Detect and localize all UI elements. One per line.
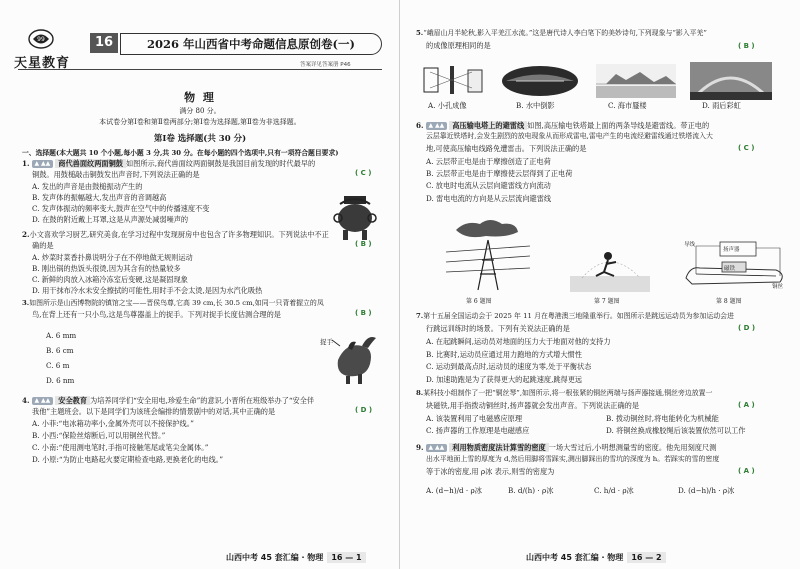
- question-number: 3.: [22, 299, 30, 307]
- question-3-answer: ( B ): [355, 309, 372, 317]
- tag-icon: ▲ ▲▲: [426, 444, 448, 452]
- question-text: 如图所示是山西博物院的镇馆之宝——晋侯鸟尊,它高 39 cm,长 30.5 cm,如同一只背着握立的凤: [29, 299, 324, 307]
- question-text: 一场大雪过后,小明想测量雪的密度。他先用刻度尺测: [548, 443, 717, 452]
- q8-option-a: A. 该装置利用了电磁感应原理: [426, 414, 523, 423]
- question-9: [416, 442, 716, 453]
- question-number: 5.: [416, 29, 424, 37]
- question-5-answer: ( B ): [738, 42, 755, 50]
- q6-option-b: B. 云层带正电是由于摩擦使云层得到了正电荷: [426, 169, 573, 178]
- q8-option-b: B. 拨动铜丝时,将电能转化为机械能: [606, 414, 719, 423]
- tag-icon: ▲ ▲▲: [32, 397, 54, 405]
- question-4-answer: ( D ): [355, 406, 373, 414]
- q4-option-c: C. 小南:“使用测电笔时,手指可接触笔尾或笔尖金属体。”: [32, 443, 209, 452]
- full-score: 满分 80 分。: [179, 107, 221, 115]
- q3-option-b: B. 6 cm: [46, 346, 74, 355]
- footer-page-number: 16 — 2: [627, 552, 665, 563]
- section1-heading: 一、选择题(本大题共 10 个小题,每小题 3 分,共 30 分。在每小题的四个选项中,只有一项符合题目要求): [22, 149, 339, 157]
- q3-option-a: A. 6 mm: [46, 331, 77, 340]
- question-2: [22, 229, 329, 240]
- right-footer: [526, 552, 666, 563]
- tag-icon: ▲ ▲▲: [32, 160, 54, 168]
- question-number: 4.: [22, 396, 30, 405]
- question-text: 如图所示,商代兽面纹两面铜鼓是我国目前发现的时代最早的: [125, 159, 316, 168]
- question-text: “峨眉山月半轮秋,影入平羌江水流。”这是唐代诗人李白笔下的美妙诗句,下列现象与“影入平羌”: [423, 29, 707, 37]
- question-4-line: 我他”主题班会。以下是同学们为该班会编排的情景剧中的对话,其中正确的是: [32, 407, 276, 416]
- svg-text:99: 99: [37, 36, 45, 43]
- tag-icon: ▲ ▲▲: [426, 122, 448, 130]
- fig8-label-copper: 铜丝: [772, 284, 784, 290]
- q1-option-b: B. 发声体的振幅越大,发出声音的音调越高: [32, 193, 167, 202]
- q9-option-b: B. d/(h) · ρ冰: [508, 486, 554, 495]
- footer-page-number: 16 — 1: [327, 552, 365, 563]
- q5-option-d: D. 雨后彩虹: [702, 101, 741, 110]
- q3-option-d: D. 6 nm: [46, 376, 75, 385]
- pinhole-image-figure: [422, 64, 498, 98]
- question-7-answer: ( D ): [738, 324, 756, 332]
- q9-option-a: A. (d−h)/d · ρ冰: [426, 486, 482, 495]
- figure-caption-7: 第 7 题图: [594, 298, 620, 305]
- q5-option-a: A. 小孔成像: [428, 101, 467, 110]
- right-page: [400, 0, 800, 569]
- question-6-line: 云层靠近铁塔时,会发生剧烈的放电现象从而形成雷电,雷电产生的电流经避雷线通过铁塔流入大: [426, 132, 713, 140]
- question-3-line: 鸟,在背上还有一只小鸟,这是鸟尊器盖上的捉手。下列对捉手长度估测合理的是: [32, 310, 281, 319]
- question-text: 小文喜欢学习厨艺,研究美食,在学习过程中发现厨房中也包含了许多物理知识。下列说法中不正: [29, 230, 329, 239]
- question-topic: 安全教育: [55, 396, 90, 405]
- question-number: 8.: [416, 389, 424, 397]
- question-text: 第十五届全国运动会于 2025 年 11 月在粤港澳三地隆重举行。如图所示是跳远运动员为参加运动会进: [423, 312, 734, 320]
- q6-option-c: C. 放电时电流从云层向避雷线方向流动: [426, 181, 551, 190]
- logo-emblem-icon: [26, 28, 56, 50]
- q4-option-a: A. 小菲:“电冰箱功率小,金属外壳可以不接保护线。”: [32, 419, 194, 428]
- question-text: 某科技小组制作了一把“铜丝琴”,如图所示,将一根张紧的铜丝两端与扬声器接通,铜丝旁边放置一: [423, 389, 713, 397]
- q3-option-c: C. 6 m: [46, 361, 70, 370]
- question-1-line: 铜鼓。用鼓槌敲击铜鼓发出声音时,下列说法正确的是: [32, 170, 200, 179]
- question-3: [22, 298, 324, 309]
- question-5-line: 的成像原理相同的是: [426, 41, 491, 50]
- question-7: [416, 311, 734, 322]
- q2-option-a: A. 炒菜时菜香扑鼻说明分子在不停地做无规则运动: [32, 253, 193, 262]
- left-footer: [226, 552, 366, 563]
- question-8-answer: ( A ): [738, 401, 755, 409]
- q5-option-c: C. 海市蜃楼: [608, 101, 647, 110]
- fig8-label-magnet: 磁铁: [724, 266, 736, 272]
- q5-option-b: B. 水中倒影: [516, 101, 555, 110]
- paper-note: 本试卷分第Ⅰ卷和第Ⅱ卷两部分;第Ⅰ卷为选择题,第Ⅱ卷为非选择题。: [99, 118, 301, 126]
- question-number: 6.: [416, 121, 424, 130]
- question-text: 如图,高压输电铁塔最上面的两条导线是避雷线。带正电的: [527, 121, 710, 130]
- question-number: 7.: [416, 312, 424, 320]
- brand-logo: [14, 28, 92, 74]
- question-topic: 商代兽面纹两面铜鼓: [55, 159, 126, 168]
- part1-title: 第Ⅰ卷 选择题(共 30 分): [153, 134, 247, 144]
- question-6-line: 地,可使高压输电线路免遭雷击。下列说法正确的是: [426, 144, 587, 153]
- question-9-line: 出水平地面上雪的厚度为 d,然后用脚将雪踩实,测出脚踩出的雪坑的深度为 h。若踩实的雪的密度: [426, 455, 720, 463]
- question-6-answer: ( C ): [738, 144, 755, 152]
- subject-title: 物 理: [184, 91, 216, 104]
- question-number: 2.: [22, 230, 30, 239]
- mirage-figure: [596, 64, 676, 98]
- bird-vessel-figure: [318, 330, 380, 388]
- bronze-drum-figure: [330, 190, 380, 242]
- question-7-line: 行跳远训练时的场景。下列有关说法正确的是: [426, 324, 570, 333]
- q1-option-d: D. 在鼓的附近戴上耳罩,这是从声源处减弱噪声的: [32, 215, 189, 224]
- q9-option-d: D. (d−h)/h · ρ冰: [678, 486, 735, 495]
- paper-title: 2026 年山西省中考命题信息原创卷(一): [120, 33, 382, 55]
- q7-option-c: C. 运动到最高点时,运动员的速度为零,处于平衡状态: [426, 362, 592, 371]
- question-2-answer: ( B ): [355, 240, 372, 248]
- q8-option-c: C. 扬声器的工作原理是电磁感应: [426, 426, 530, 435]
- question-topic: 高压输电塔上的避雷线: [449, 121, 527, 130]
- question-6: [416, 120, 709, 131]
- q7-option-d: D. 加速助跑是为了获得更大的起跳速度,跳得更远: [426, 375, 583, 384]
- question-9-line: 等于冰的密度,用 ρ冰 表示,则雪的密度为: [426, 467, 555, 476]
- question-number: 9.: [416, 443, 424, 452]
- footer-book-title: 山西中考 45 套汇编 · 物理: [226, 553, 324, 562]
- question-5: [416, 28, 707, 39]
- header-divider: [18, 69, 382, 70]
- rainbow-figure: [690, 62, 772, 100]
- q7-option-b: B. 比赛时,运动员应通过用力跑地的方式增大惯性: [426, 350, 582, 359]
- question-4: [22, 395, 314, 406]
- long-jump-figure: [570, 246, 650, 292]
- question-1: [22, 158, 315, 169]
- question-text: 为培养同学们“安全用电,珍爱生命”的意识,小晋所在班级举办了“安全伴: [90, 396, 315, 405]
- fig8-label-wire: 导线: [684, 242, 696, 248]
- q7-option-a: A. 在起跳瞬间,运动员对地面的压力大于地面对他的支持力: [426, 337, 611, 346]
- fig8-label-speaker: 扬声器: [723, 247, 740, 253]
- question-1-answer: ( C ): [355, 169, 372, 177]
- answer-reference: 答案详见答案册 P46: [300, 62, 351, 68]
- question-2-line: 确的是: [32, 241, 54, 250]
- question-8: [416, 388, 712, 399]
- q6-option-d: D. 雷电电流的方向是从云层流向避雷线: [426, 194, 552, 203]
- figure-caption-8: 第 8 题图: [716, 298, 742, 305]
- q6-option-a: A. 云层带正电是由于摩擦创造了正电荷: [426, 157, 551, 166]
- q1-option-c: C. 发声体振动的频率变大,鼓声在空气中的传播速度不变: [32, 204, 210, 213]
- q2-option-d: D. 用干抹布冷水未安全擦拭的可能性,用时手不会太烫,是因为水汽化吸热: [32, 286, 263, 295]
- transmission-tower-figure: [446, 210, 530, 292]
- question-number: 1.: [22, 159, 30, 168]
- question-topic: 利用物质密度法计算雪的密度: [449, 443, 548, 452]
- q2-option-c: C. 新鲜的肉放入冰箱冷冻室后变硬,这是凝固现象: [32, 275, 188, 284]
- question-9-answer: ( A ): [738, 467, 755, 475]
- paper-number-badge: 16: [90, 33, 118, 53]
- q4-option-b: B. 小西:“保险丝熔断后,可以用铜丝代替。”: [32, 431, 166, 440]
- water-reflection-figure: [500, 64, 580, 98]
- question-8-line: 块磁铁,用手指拨动铜丝时,扬声器就会发出声音。下列说法正确的是: [426, 401, 640, 410]
- q4-option-d: D. 小原:“为防止电路起火要定期检查电路,更换老化的电线。”: [32, 455, 224, 464]
- figure-label-handle: 捉手: [320, 338, 333, 346]
- footer-book-title: 山西中考 45 套汇编 · 物理: [526, 553, 624, 562]
- q8-option-d: D. 将铜丝换成橡胶绳后该装置依然可以工作: [606, 426, 746, 435]
- q2-option-b: B. 刚出锅的热饭头很烫,因为其含有的热量较多: [32, 264, 181, 273]
- q9-option-c: C. h/d · ρ冰: [594, 486, 634, 495]
- brand-name: 天星教育: [14, 56, 71, 71]
- figure-caption-6: 第 6 题图: [466, 298, 492, 305]
- q1-option-a: A. 发出的声音是由鼓槌振动产生的: [32, 182, 143, 191]
